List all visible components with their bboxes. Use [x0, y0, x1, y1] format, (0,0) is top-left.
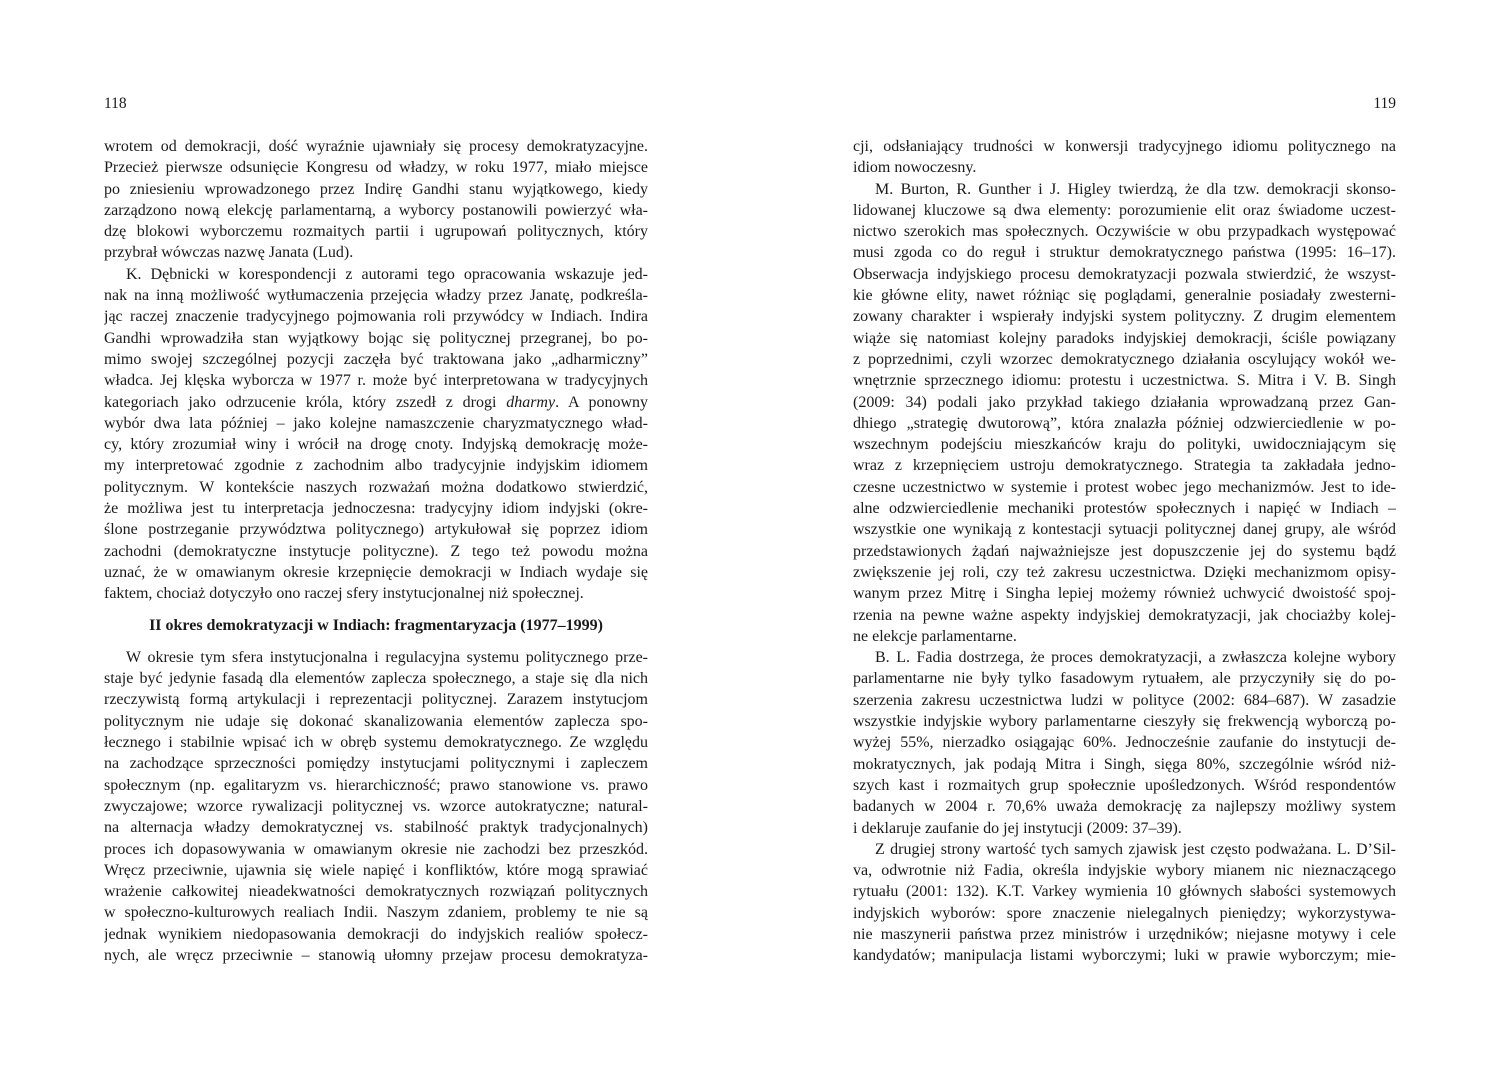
right-page [750, 0, 1500, 1086]
text-line: politycznym nie udaje się dokonać skanalizowania elementów zaplecza spo- [104, 712, 648, 730]
text-line: lidowanej kluczowe są dwa elementy: porozumienie elit oraz świadome uczest- [853, 201, 1396, 219]
text-line: kandydatów; manipulacja listami wyborczymi; luki w prawie wyborczym; mie- [853, 947, 1396, 965]
text-line: jednak wynikiem niedopasowania demokracji do indyjskich realiów społecz- [104, 925, 648, 943]
left-paragraphs [104, 136, 648, 605]
text-line: w społeczno-kulturowych realiach Indii. Naszym zdaniem, problemy te nie są [104, 904, 648, 922]
text-line: zwyczajowe; wzorce rywalizacji politycznej vs. wzorce autokratyczne; natural- [104, 797, 648, 815]
text-line: W okresie tym sfera instytucjonalna i regulacyjna systemu politycznego prze- [126, 648, 648, 666]
text-line: M. Burton, R. Gunther i J. Higley twierdzą, że dla tzw. demokracji skonso- [875, 180, 1396, 198]
text-line: wyżej 55%, nierzadko osiągając 60%. Jednocześnie zaufanie do instytucji de- [853, 734, 1396, 752]
text-line: idiom nowoczesny. [853, 159, 977, 177]
page-number-right: 119 [1373, 95, 1396, 112]
section-heading: II okres demokratyzacji w Indiach: fragmentaryzacja (1977–1999) [149, 616, 603, 634]
text-line: wszechnym podejściu mieszkańców kraju do polityki, uwidoczniającym się [853, 436, 1396, 454]
text-line: zachodni (demokratyczne instytucje polityczne). Z tego też powodu można [104, 542, 648, 560]
text-line: nak na inną możliwość wytłumaczenia przejęcia władzy przez Janatę, podkreśla- [104, 287, 648, 305]
text-line: wraz z krzepnięciem ustroju demokratycznego. Strategia ta zakładała jedno- [853, 457, 1396, 475]
text-line: politycznym. W kontekście naszych rozważań można dodatkowo stwierdzić, [104, 478, 648, 496]
text-line: na alternacja władzy demokratycznej vs. stabilność praktyk tradycjonalnych) [104, 819, 648, 837]
text-line: B. L. Fadia dostrzega, że proces demokratyzacji, a zwłaszcza kolejne wybory [875, 649, 1396, 667]
text-line: władca. Jej klęska wyborcza w 1977 r. może być interpretowana w tradycyjnych [104, 372, 648, 390]
text-line: staje być jedynie fasadą dla elementów zaplecza społecznego, a staje się dla nich [104, 670, 648, 688]
text-line: va, odwrotnie niż Fadia, określa indyjskie wybory mianem nic nieznaczącego [853, 862, 1396, 880]
text-line: wnętrznie sprzecznego idiomu: protestu i uczestnictwa. S. Mitra i V. B. Singh [853, 372, 1396, 390]
text-line: cy, który zrozumiał winy i wrócił na drogę cnoty. Indyjską demokrację może- [104, 436, 648, 454]
text-line: indyjskich wyborów: spore znaczenie nielegalnych pieniędzy; wykorzystywa- [853, 904, 1396, 922]
text-line: ne elekcje parlamentarne. [853, 627, 1017, 645]
text-line: nie maszynerii państwa przez ministrów i urzędników; niejasne motywy i cele [853, 925, 1396, 943]
right-page-body [853, 136, 1396, 967]
text-line: z poprzednimi, czyli wzorzec demokratycznego działania oscylujący wokół we- [853, 350, 1396, 368]
text-line: faktem, chociaż dotyczyło ono raczej sfery instytucjonalnej niż społecznej. [104, 585, 584, 603]
text-line: proces ich dopasowywania w omawianym okresie nie zachodzi bez przeszkód. [104, 840, 648, 858]
text-line: Gandhi wprowadziła stan wyjątkowy bojąc się politycznej przegranej, bo po- [104, 329, 648, 347]
text-line: wiąże się natomiast kolejny paradoks indyjskiej demokracji, ściśle powiązany [853, 329, 1396, 347]
text-line: na zachodzące sprzeczności pomiędzy instytucjami politycznymi i zapleczem [104, 755, 648, 773]
text-line: ślone postrzeganie przywództwa politycznego) artykułował się poprzez idiom [104, 521, 648, 539]
text-line: łecznego i stabilnie wpisać ich w obręb systemu demokratycznego. Ze względu [104, 734, 648, 752]
text-line: (2009: 34) podali jako przykład takiego działania wprowadzaną przez Gan- [853, 393, 1396, 411]
text-line: mimo swojej szczególnej pozycji zaczęła być traktowana jako „adharmiczny” [104, 350, 648, 368]
text-line: kategoriach jako odrzucenie króla, który zszedł z drogi dharmy. A ponowny [104, 393, 648, 411]
text-line: nych, ale wręcz przeciwnie – stanowią ułomny przejaw procesu demokratyza- [104, 946, 648, 964]
text-line: Wręcz przeciwnie, ujawnia się wiele napięć i konfliktów, które mogą sprawiać [104, 861, 648, 879]
text-line: szerzenia zakresu uczestnictwa ludzi w polityce (2002: 684–687). W zasadzie [853, 691, 1396, 709]
text-line: badanych w 2004 r. 70,6% uważa demokrację za najlepszy możliwy system [853, 798, 1396, 816]
text-line: że możliwa jest tu interpretacja jednoczesna: tradycyjny idiom indyjski (okre- [104, 500, 648, 518]
text-line: Z drugiej strony wartość tych samych zjawisk jest często podważana. L. D’Sil- [875, 840, 1396, 858]
text-line: wybór dwa lata później – jako kolejne namaszczenie charyzmatycznego wład- [104, 414, 648, 432]
right-paragraphs [853, 136, 1396, 967]
text-line: wrażenie całkowitej nieadekwatności demokratycznych rozwiązań politycznych [104, 883, 648, 901]
left-paragraphs-after-heading [104, 647, 648, 966]
text-line: zarządzono nową elekcję parlamentarną, a wyborcy postanowili powierzyć wła- [104, 201, 648, 219]
text-line: wszystkie one wynikają z kontestacji sytuacji politycznej danej grupy, ale wśród [853, 521, 1396, 539]
text-line: dhiego „strategię dwutorową”, która znalazła później odzwierciedlenie w po- [853, 414, 1396, 432]
text-line: K. Dębnicki w korespondencji z autorami tego opracowania wskazuje jed- [126, 265, 648, 283]
text-line: po zniesieniu wprowadzonego przez Indirę Gandhi stanu wyjątkowego, kiedy [104, 180, 648, 198]
text-line: parlamentarne nie były tylko fasadowym rytuałem, ale przyczyniły się do po- [853, 670, 1396, 688]
text-line: zwiększenie jej roli, czy też zakresu uczestnictwa. Dzięki mechanizmom opisy- [853, 563, 1396, 581]
text-line: dzę blokowi wyborczemu rozmaitych partii i ugrupowań politycznych, który [104, 223, 648, 241]
text-line: rzeczywistą formą artykulacji i reprezentacji politycznej. Zarazem instytucjom [104, 691, 648, 709]
text-line: wszystkie indyjskie wybory parlamentarne cieszyły się frekwencją wyborczą po- [853, 713, 1396, 731]
text-line: mokratycznych, jak podają Mitra i Singh, sięga 80%, szczególnie wśród niż- [853, 755, 1396, 773]
text-line: my interpretować zgodnie z zachodnim albo tradycyjnie indyjskim idiomem [104, 457, 648, 475]
text-line: jąc raczej znaczenie tradycyjnego pojmowania roli przywódcy w Indiach. Indira [104, 308, 648, 326]
text-line: wrotem od demokracji, dość wyraźnie ujawniały się procesy demokratyzacyjne. [104, 138, 648, 155]
left-page-body [104, 136, 648, 966]
text-line: wanym przez Mitrę i Singha lepiej możemy również uchwycić dwoistość spoj- [853, 585, 1396, 603]
text-line: uznać, że w omawianym okresie krzepnięcie demokracji w Indiach wydaje się [104, 563, 648, 581]
text-line: i deklaruje zaufanie do jej instytucji (2009: 37–39). [853, 819, 1182, 837]
text-line: zowany charakter i wspierały indyjski system polityczny. Z drugim elementem [853, 308, 1396, 326]
text-line: rytuału (2001: 132). K.T. Varkey wymienia 10 głównych słabości systemowych [853, 883, 1396, 901]
text-line: Przecież pierwsze odsunięcie Kongresu od władzy, w roku 1977, miało miejsce [104, 159, 648, 177]
text-line: cji, odsłaniający trudności w konwersji tradycyjnego idiomu politycznego na [853, 138, 1396, 155]
text-line: przybrał wówczas nazwę Janata (Lud). [104, 244, 354, 262]
text-line: rzenia na pewne ważne aspekty indyjskiej demokratyzacji, jak chociażby kolej- [853, 606, 1396, 624]
text-line: alne odzwierciedlenie mechaniki protestów społecznych i napięć w Indiach – [853, 500, 1396, 518]
text-line: kie główne elity, nawet różniąc się poglądami, generalnie posiadały zwesterni- [853, 287, 1396, 305]
text-line: czesne uczestnictwo w systemie i protest wobec jego mechanizmów. Jest to ide- [853, 478, 1396, 496]
text-line: nictwo szerokich mas społecznych. Oczywiście w obu przypadkach występować [853, 223, 1396, 241]
text-line: przedstawionych żądań najważniejsze jest dopuszczenie jej do systemu bądź [853, 542, 1396, 560]
text-line: społecznym (np. egalitaryzm vs. hierarchiczność; prawo stanowione vs. prawo [104, 776, 648, 794]
text-line: musi zgoda co do reguł i struktur demokratycznego państwa (1995: 16–17). [853, 244, 1396, 262]
text-line: szych kast i rozmaitych grup społecznie upośledzonych. Wśród respondentów [853, 776, 1396, 794]
text-line: Obserwacja indyjskiego procesu demokratyzacji pozwala stwierdzić, że wszyst- [853, 265, 1396, 283]
page-number-left: 118 [104, 95, 127, 112]
